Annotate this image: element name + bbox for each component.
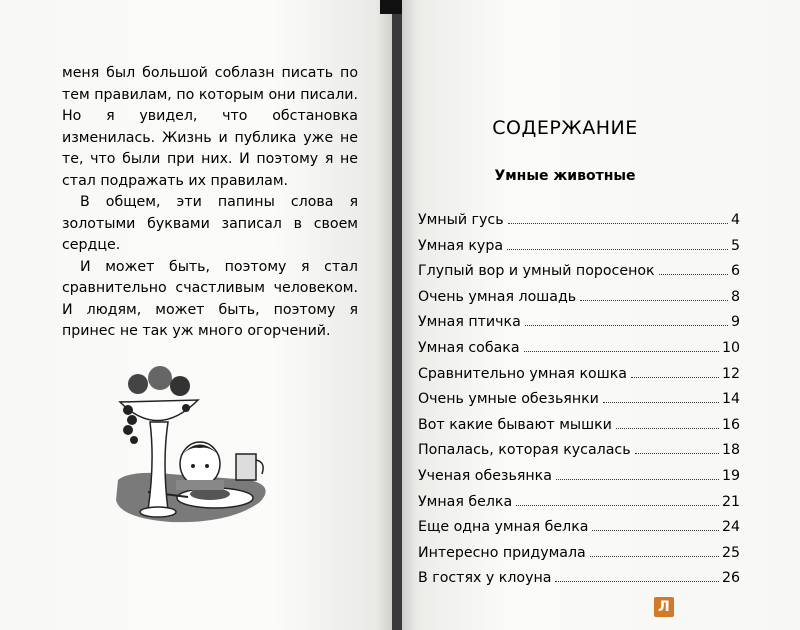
toc-page-number: 18 [721,442,740,459]
dot-leader [603,402,719,403]
dot-leader [590,556,719,557]
toc-page-number: 16 [721,416,740,433]
glass [236,454,256,480]
toc-entry-title: Интересно придумала [418,544,586,561]
toc-entry-title: Вот какие бывают мышки [418,416,612,433]
paragraph: меня был большой соблазн писать по тем правилам, по которым они писали. Но я увидел, что обстановка изменилась. Жизнь и публика уже не те, что были при них. И поэтому я не стал подражать их правилам. [62,65,358,189]
toc-entry[interactable] [418,570,740,596]
toc-entry[interactable] [418,391,740,417]
toc-page-number: 21 [721,493,740,510]
toc-entry[interactable] [418,314,740,340]
table-of-contents [418,212,740,596]
dot-leader [616,428,719,429]
toc-page-number: 8 [730,288,740,305]
toc-entry-title: Умная кура [418,237,504,254]
toc-page-number: 12 [721,365,740,382]
toc-entry-title: В гостях у клоуна [418,570,552,587]
toc-entry[interactable] [418,494,740,520]
toc-entry[interactable] [418,366,740,392]
toc-page-number: 9 [730,314,740,331]
dot-leader [631,377,719,378]
fruit [170,376,190,396]
grape [127,415,137,425]
toc-entry[interactable] [418,468,740,494]
toc-entry[interactable] [418,417,740,443]
toc-entry-title: Сравнительно умная кошка [418,365,627,382]
toc-page-number: 25 [721,544,740,561]
toc-entry[interactable] [418,519,740,545]
grape [123,405,133,415]
toc-entry-title: Ученая обезьянка [418,467,552,484]
contents-title: СОДЕРЖАНИЕ [492,117,638,139]
fruit [128,374,148,394]
toc-page-number: 10 [721,339,740,356]
dot-leader [556,479,719,480]
toc-entry-title: Еще одна умная белка [418,519,589,536]
dot-leader [508,223,728,224]
dot-leader [580,300,728,301]
toc-page-number: 5 [730,237,740,254]
vase-stem [148,422,168,510]
toc-entry[interactable] [418,263,740,289]
toc-entry-title: Умная птичка [418,314,521,331]
toc-page-number: 26 [721,570,740,587]
toc-entry-title: Умная белка [418,493,513,510]
toc-entry-title: Глупый вор и умный поросенок [418,263,655,280]
dot-leader [524,351,719,352]
dot-leader [555,581,718,582]
dot-leader [516,505,719,506]
toc-page-number: 19 [721,467,740,484]
toc-entry[interactable] [418,289,740,315]
paragraph: И может быть, поэтому я стал сравнительно счастливым человеком. И людям, может быть, поэтому я принес не так уж много огорчений. [62,258,358,339]
toc-entry[interactable] [418,212,740,238]
publisher-watermark-logo: Л [654,597,674,617]
dot-leader [659,274,728,275]
grape [182,404,190,412]
toc-page-number: 6 [730,263,740,280]
toc-entry-title: Очень умные обезьянки [418,391,599,408]
dot-leader [525,325,728,326]
boy-head [180,442,220,486]
boy-with-fruit-bowl-illustration [110,362,285,532]
section-heading: Умные животные [494,168,636,184]
toc-page-number: 14 [721,391,740,408]
dot-leader [507,249,728,250]
toc-entry-title: Умный гусь [418,212,504,228]
toc-entry-title: Умная собака [418,339,520,356]
book-spine [392,0,402,630]
vase-base [140,507,176,517]
toc-entry[interactable] [418,340,740,366]
boy-hands [176,480,224,490]
toc-page-number: 4 [730,212,740,228]
dot-leader [635,453,719,454]
grape [123,425,133,435]
story-text [62,63,358,343]
toc-entry[interactable] [418,238,740,264]
toc-entry[interactable] [418,545,740,571]
paragraph: В общем, эти папины слова я золотыми буквами записал в своем сердце. [62,194,358,253]
toc-page-number: 24 [721,519,740,536]
toc-entry-title: Попалась, которая кусалась [418,442,631,459]
toc-entry[interactable] [418,442,740,468]
toc-entry-title: Очень умная лошадь [418,288,577,305]
fruit [148,366,172,390]
grape [130,436,138,444]
dot-leader [592,530,718,531]
